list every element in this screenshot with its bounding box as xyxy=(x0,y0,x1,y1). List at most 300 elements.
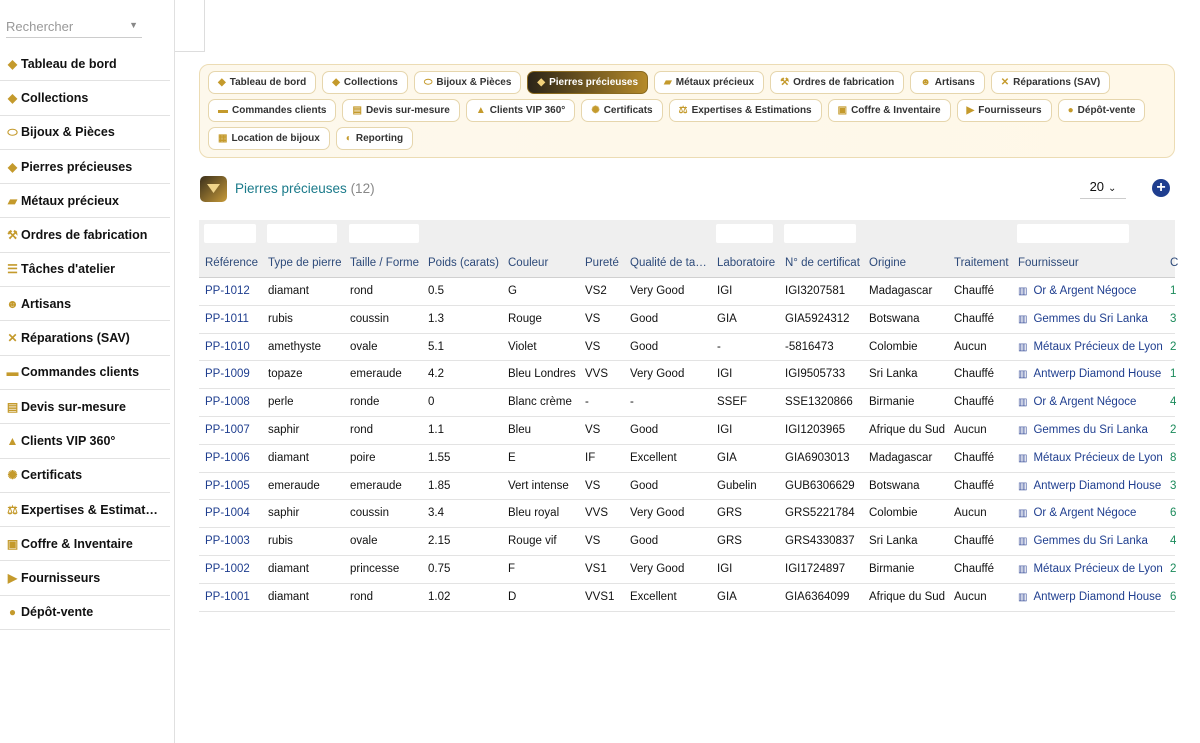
certificate-icon: ✺ xyxy=(7,468,18,483)
supplier-link[interactable] xyxy=(1018,591,1172,603)
table-cell: diamant xyxy=(268,451,309,464)
ring-icon: ⬭ xyxy=(423,77,433,88)
sidebar-item[interactable] xyxy=(0,493,170,527)
table-cell: Bleu Londres xyxy=(508,368,576,381)
table-cell: GUB6306629 xyxy=(785,479,855,492)
sidebar-item-label: Expertises & Estimat… xyxy=(21,502,158,517)
column-header[interactable]: Référence xyxy=(205,257,259,269)
table-row[interactable] xyxy=(199,278,1175,306)
table-body xyxy=(199,278,1175,612)
table-cell: 3 xyxy=(1170,479,1177,492)
tab[interactable] xyxy=(208,71,316,94)
table-row[interactable] xyxy=(199,445,1175,473)
reference-link[interactable]: PP-1009 xyxy=(205,368,250,381)
table-cell: ovale xyxy=(350,340,378,353)
table-row[interactable] xyxy=(199,361,1175,389)
supplier-link[interactable] xyxy=(1018,452,1172,464)
sidebar-item-label: Ordres de fabrication xyxy=(21,228,148,243)
sidebar-item-label: Tâches d'atelier xyxy=(21,262,115,277)
user-icon: ▲ xyxy=(475,105,486,116)
column-filter-input[interactable] xyxy=(1017,224,1129,243)
supplier-name: Antwerp Diamond House xyxy=(1033,479,1162,492)
tab-label: Collections xyxy=(343,77,398,88)
table-cell: Rouge xyxy=(508,312,542,325)
table-cell: IGI xyxy=(717,562,733,575)
table-cell: rubis xyxy=(268,312,293,325)
table-cell: diamant xyxy=(268,562,309,575)
table-cell: Vert intense xyxy=(508,479,569,492)
table-row[interactable] xyxy=(199,389,1175,417)
record-count: (12) xyxy=(350,181,375,196)
column-header[interactable]: Qualité de ta… xyxy=(630,257,707,269)
tab-row xyxy=(208,99,1166,122)
tab-label: Fournisseurs xyxy=(978,105,1042,116)
sidebar-item-label: Devis sur-mesure xyxy=(21,399,126,414)
tab[interactable] xyxy=(770,71,904,94)
sidebar-item-label: Tableau de bord xyxy=(21,56,117,71)
search-placeholder: Rechercher xyxy=(6,19,74,34)
add-button[interactable]: + xyxy=(1152,179,1170,197)
table-cell: Aucun xyxy=(954,507,987,520)
tab[interactable] xyxy=(581,99,662,122)
table-cell: Chauffé xyxy=(954,562,995,575)
column-header[interactable]: Fournisseur xyxy=(1018,257,1079,269)
table-cell: 4.2 xyxy=(428,368,444,381)
table-cell: 1.85 xyxy=(428,479,451,492)
table-cell: diamant xyxy=(268,285,309,297)
tab-label: Tableau de bord xyxy=(229,77,307,88)
table-cell: GIA xyxy=(717,590,737,603)
tab-label: Ordres de fabrication xyxy=(793,77,895,88)
table-cell: Birmanie xyxy=(869,562,915,575)
sidebar-item[interactable] xyxy=(0,356,170,390)
tab[interactable] xyxy=(910,71,985,94)
table-cell: Very Good xyxy=(630,285,685,297)
sidebar-item[interactable] xyxy=(0,287,170,321)
building-icon: ▥ xyxy=(1018,286,1028,297)
list-icon: ☰ xyxy=(7,262,18,277)
sidebar-item-label: Pierres précieuses xyxy=(21,159,133,174)
table-cell: - xyxy=(585,396,589,409)
table-cell: rond xyxy=(350,590,374,603)
tab[interactable] xyxy=(991,71,1110,94)
column-filter-input[interactable] xyxy=(784,224,856,243)
table-cell: -5816473 xyxy=(785,340,834,353)
table-cell: Chauffé xyxy=(954,479,995,492)
table-cell: Afrique du Sud xyxy=(869,590,946,603)
table-cell: D xyxy=(508,590,517,603)
sidebar-item-label: Collections xyxy=(21,90,89,105)
sidebar-item-label: Coffre & Inventaire xyxy=(21,536,133,551)
table-cell: - xyxy=(717,340,721,353)
table-cell: 6 xyxy=(1170,507,1177,520)
building-icon: ▥ xyxy=(1018,591,1028,603)
calendar-icon: ▦ xyxy=(218,133,228,144)
sidebar-item[interactable] xyxy=(0,116,170,150)
table-cell: VS xyxy=(585,479,601,492)
tab-label: Certificats xyxy=(603,105,653,116)
tab[interactable] xyxy=(322,71,408,94)
sidebar-item[interactable] xyxy=(0,561,170,595)
reference-link[interactable]: PP-1003 xyxy=(205,535,250,548)
table-cell: IGI1724897 xyxy=(785,562,846,575)
sidebar-item[interactable] xyxy=(0,596,170,630)
building-icon: ▥ xyxy=(1018,536,1028,548)
tab[interactable] xyxy=(654,71,764,94)
sidebar-item[interactable] xyxy=(0,81,170,115)
table-cell: VVS xyxy=(585,507,609,520)
building-icon: ▥ xyxy=(1018,452,1028,464)
table-cell: IGI1203965 xyxy=(785,423,846,436)
supplier-link[interactable] xyxy=(1018,480,1172,492)
table-cell: Good xyxy=(630,479,659,492)
tab-label: Devis sur-mesure xyxy=(365,105,450,116)
table-cell: 1.55 xyxy=(428,451,451,464)
page-size-value: 20 xyxy=(1089,179,1105,194)
table-row[interactable] xyxy=(199,500,1175,528)
sidebar-item[interactable] xyxy=(0,424,170,458)
table-cell: Birmanie xyxy=(869,396,915,409)
tab[interactable] xyxy=(414,71,522,94)
sidebar-item-label: Dépôt-vente xyxy=(21,605,94,620)
building-icon: ▥ xyxy=(1018,480,1028,492)
sidebar xyxy=(0,0,175,743)
sidebar-item[interactable] xyxy=(0,459,170,493)
tab-label: Réparations (SAV) xyxy=(1013,77,1101,88)
column-header[interactable]: Pureté xyxy=(585,257,619,269)
table-cell: IGI xyxy=(717,368,733,381)
table-cell: SSE1320866 xyxy=(785,396,853,409)
tab[interactable] xyxy=(336,127,413,150)
lock-icon: ▣ xyxy=(837,105,848,116)
gem-icon: ◆ xyxy=(218,77,226,88)
supplier-link[interactable] xyxy=(1018,424,1172,436)
table-cell: emeraude xyxy=(350,479,402,492)
scale-icon: ⚖ xyxy=(7,502,18,517)
page-title xyxy=(235,181,375,196)
table-cell: Very Good xyxy=(630,562,685,575)
table-cell: Botswana xyxy=(869,479,920,492)
building-icon: ▥ xyxy=(1018,313,1028,325)
table-cell: Sri Lanka xyxy=(869,368,918,381)
column-header[interactable]: C xyxy=(1170,257,1179,269)
table-cell: SSEF xyxy=(717,396,748,409)
table-cell: princesse xyxy=(350,562,400,575)
table-cell: saphir xyxy=(268,423,300,436)
tools-icon: ✕ xyxy=(1000,77,1010,88)
document-icon: ▤ xyxy=(352,105,362,116)
column-header[interactable]: N° de certificat xyxy=(785,257,860,269)
supplier-name: Métaux Précieux de Lyon xyxy=(1033,562,1163,575)
table-cell: 0.75 xyxy=(428,562,451,575)
users-icon: ☻ xyxy=(920,77,931,88)
table-cell: Aucun xyxy=(954,423,987,436)
supplier-link[interactable] xyxy=(1018,341,1172,353)
tab[interactable] xyxy=(342,99,459,122)
gem-icon: ◆ xyxy=(7,159,18,174)
supplier-name: Métaux Précieux de Lyon xyxy=(1033,451,1163,464)
table-cell: 3.4 xyxy=(428,507,444,520)
sidebar-item[interactable] xyxy=(0,150,170,184)
table-cell: 1.1 xyxy=(428,423,444,436)
table-cell: 2.15 xyxy=(428,535,451,548)
table-cell: Colombie xyxy=(869,340,918,353)
table-cell: Bleu royal xyxy=(508,507,560,520)
building-icon: ▥ xyxy=(1018,508,1028,520)
table-cell: GIA xyxy=(717,451,737,464)
tab-label: Bijoux & Pièces xyxy=(436,77,512,88)
reference-link[interactable]: PP-1006 xyxy=(205,451,250,464)
table-cell: VS2 xyxy=(585,285,607,297)
tab-label: Reporting xyxy=(355,133,404,144)
cart-icon: ▬ xyxy=(218,105,228,116)
sidebar-item-label: Fournisseurs xyxy=(21,571,101,586)
sidebar-item[interactable] xyxy=(0,253,170,287)
column-header[interactable]: Poids (carats) xyxy=(428,257,499,269)
gem-icon xyxy=(200,176,227,202)
table-cell: 1 xyxy=(1170,285,1177,297)
table-row[interactable] xyxy=(199,334,1175,362)
tab[interactable] xyxy=(208,99,336,122)
column-filter-input[interactable] xyxy=(204,224,256,243)
tab-row xyxy=(208,71,1166,94)
tab-label: Commandes clients xyxy=(232,105,327,116)
supplier-name: Antwerp Diamond House xyxy=(1033,590,1162,603)
ring-icon: ⬭ xyxy=(7,124,18,139)
supplier-link[interactable] xyxy=(1018,368,1172,380)
sidebar-item[interactable] xyxy=(0,321,170,355)
table-row[interactable] xyxy=(199,306,1175,334)
chart-icon: ◐ xyxy=(345,133,352,144)
table-row[interactable] xyxy=(199,417,1175,445)
table-cell: 0 xyxy=(428,396,435,409)
sidebar-item[interactable] xyxy=(0,390,170,424)
sidebar-item-label: Artisans xyxy=(21,296,72,311)
table-cell: perle xyxy=(268,396,294,409)
column-filter-input[interactable] xyxy=(267,224,337,243)
table-cell: VS xyxy=(585,423,601,436)
certificate-icon: ✺ xyxy=(591,105,600,116)
truck-icon: ▶ xyxy=(966,105,975,116)
table-cell: Sri Lanka xyxy=(869,535,918,548)
supplier-name: Gemmes du Sri Lanka xyxy=(1033,423,1148,436)
supplier-link[interactable] xyxy=(1018,507,1172,519)
table-cell: diamant xyxy=(268,590,309,603)
tab[interactable] xyxy=(957,99,1052,122)
table-cell: Chauffé xyxy=(954,285,995,297)
tab[interactable] xyxy=(828,99,951,122)
list-header xyxy=(200,175,1176,205)
data-table xyxy=(199,220,1179,615)
tab-label: Artisans xyxy=(934,77,975,88)
supplier-name: Or & Argent Négoce xyxy=(1033,396,1137,409)
column-filter-input[interactable] xyxy=(349,224,419,243)
column-header[interactable]: Type de pierre xyxy=(268,257,342,269)
table-cell: Violet xyxy=(508,340,537,353)
reference-link[interactable]: PP-1005 xyxy=(205,479,250,492)
table-cell: emeraude xyxy=(350,368,402,381)
table-row[interactable] xyxy=(199,556,1175,584)
table-cell: 2 xyxy=(1170,340,1177,353)
table-cell: Chauffé xyxy=(954,368,995,381)
users-icon: ☻ xyxy=(6,296,19,311)
supplier-name: Gemmes du Sri Lanka xyxy=(1033,312,1148,325)
building-icon: ▥ xyxy=(1018,397,1028,409)
table-cell: Bleu xyxy=(508,423,532,436)
tab[interactable] xyxy=(208,127,330,150)
document-icon: ▤ xyxy=(6,399,19,414)
table-row[interactable] xyxy=(199,473,1175,501)
tab[interactable] xyxy=(669,99,822,122)
table-cell: VVS1 xyxy=(585,590,615,603)
table-cell: saphir xyxy=(268,507,300,520)
column-filter-input[interactable] xyxy=(716,224,773,243)
table-cell: F xyxy=(508,562,516,575)
table-cell: 8 xyxy=(1170,451,1177,464)
tab-label: Clients VIP 360° xyxy=(489,105,566,116)
top-panel xyxy=(175,0,205,52)
table-cell: 2 xyxy=(1170,562,1177,575)
ingot-icon: ▰ xyxy=(7,193,18,208)
reference-link[interactable]: PP-1011 xyxy=(205,312,249,325)
module-tabs xyxy=(199,64,1175,158)
supplier-link[interactable] xyxy=(1018,313,1172,325)
table-cell: GRS5221784 xyxy=(785,507,855,520)
page-title-text: Pierres précieuses xyxy=(235,181,347,196)
table-cell: VS1 xyxy=(585,562,607,575)
reference-link[interactable]: PP-1001 xyxy=(205,590,250,603)
filter-row xyxy=(199,220,1175,250)
table-cell: Rouge vif xyxy=(508,535,557,548)
reference-link[interactable]: PP-1010 xyxy=(205,340,250,353)
table-row[interactable] xyxy=(199,528,1175,556)
table-cell: Excellent xyxy=(630,590,677,603)
handshake-icon: ● xyxy=(1067,105,1074,116)
sidebar-item-label: Certificats xyxy=(21,468,83,483)
table-cell: GRS xyxy=(717,507,742,520)
table-cell: GRS4330837 xyxy=(785,535,855,548)
building-icon: ▥ xyxy=(1018,341,1028,353)
table-cell: rond xyxy=(350,285,374,297)
ingot-icon: ▰ xyxy=(664,77,672,88)
supplier-name: Or & Argent Négoce xyxy=(1033,507,1137,520)
supplier-link[interactable] xyxy=(1018,285,1172,297)
column-header[interactable]: Couleur xyxy=(508,257,549,269)
search-input[interactable] xyxy=(6,14,142,38)
tab[interactable] xyxy=(1058,99,1146,122)
tab-label: Location de bijoux xyxy=(231,133,320,144)
column-header[interactable]: Taille / Forme xyxy=(350,257,420,269)
supplier-link[interactable] xyxy=(1018,535,1172,547)
sidebar-item-label: Métaux précieux xyxy=(21,193,119,208)
reference-link[interactable]: PP-1004 xyxy=(205,507,250,520)
table-cell: VVS xyxy=(585,368,609,381)
sidebar-item[interactable] xyxy=(0,218,170,252)
table-cell: - xyxy=(630,396,634,409)
table-cell: ronde xyxy=(350,396,380,409)
table-cell: 1 xyxy=(1170,368,1177,381)
table-cell: GIA6903013 xyxy=(785,451,850,464)
column-header[interactable]: Origine xyxy=(869,257,907,269)
sidebar-item[interactable] xyxy=(0,47,170,81)
table-cell: IGI xyxy=(717,423,733,436)
table-cell: IGI xyxy=(717,285,733,297)
tab-label: Coffre & Inventaire xyxy=(851,105,941,116)
reference-link[interactable]: PP-1007 xyxy=(205,423,250,436)
table-cell: Colombie xyxy=(869,507,918,520)
tab-label: Métaux précieux xyxy=(675,77,755,88)
sidebar-item-label: Clients VIP 360° xyxy=(21,433,116,448)
sidebar-item[interactable] xyxy=(0,184,170,218)
column-header[interactable]: Traitement xyxy=(954,257,1009,269)
table-cell: 1.3 xyxy=(428,312,444,325)
table-cell: amethyste xyxy=(268,340,322,353)
table-cell: VS xyxy=(585,340,601,353)
table-cell: GRS xyxy=(717,535,742,548)
table-cell: 1.02 xyxy=(428,590,451,603)
table-cell: 4 xyxy=(1170,396,1177,409)
table-cell: Chauffé xyxy=(954,535,995,548)
tab-label: Dépôt-vente xyxy=(1077,105,1136,116)
column-header[interactable]: Laboratoire xyxy=(717,257,776,269)
table-cell: ovale xyxy=(350,535,378,548)
chevron-down-icon[interactable]: ▼ xyxy=(129,20,138,30)
supplier-name: Antwerp Diamond House xyxy=(1033,368,1162,381)
gem-icon: ◆ xyxy=(7,90,18,105)
sidebar-item-label: Bijoux & Pièces xyxy=(21,125,115,140)
tab[interactable] xyxy=(527,71,648,94)
table-cell: GIA xyxy=(717,312,737,325)
table-cell: E xyxy=(508,451,516,464)
table-row[interactable] xyxy=(199,584,1175,612)
truck-icon: ▶ xyxy=(7,571,18,586)
reference-link[interactable]: PP-1002 xyxy=(205,562,250,575)
user-icon: ▲ xyxy=(6,433,19,448)
supplier-link[interactable] xyxy=(1018,396,1172,408)
sidebar-item[interactable] xyxy=(0,527,170,561)
table-cell: 5.1 xyxy=(428,340,444,353)
table-cell: Very Good xyxy=(630,507,685,520)
table-cell: coussin xyxy=(350,312,389,325)
table-cell: G xyxy=(508,285,517,297)
gem-icon: ◆ xyxy=(537,77,546,88)
table-cell: Botswana xyxy=(869,312,920,325)
tab[interactable] xyxy=(466,99,575,122)
table-cell: Gubelin xyxy=(717,479,757,492)
table-cell: rubis xyxy=(268,535,293,548)
supplier-link[interactable] xyxy=(1018,563,1172,575)
page-size-select[interactable] xyxy=(1080,176,1126,199)
table-cell: Good xyxy=(630,423,659,436)
table-cell: IF xyxy=(585,451,596,464)
table-cell: coussin xyxy=(350,507,389,520)
tab-row xyxy=(208,127,1166,150)
tab-label: Expertises & Estimations xyxy=(691,105,812,116)
table-cell: 6 xyxy=(1170,590,1177,603)
table-cell: Blanc crème xyxy=(508,396,572,409)
table-cell: Aucun xyxy=(954,340,987,353)
reference-link[interactable]: PP-1008 xyxy=(205,396,250,409)
table-cell: GIA6364099 xyxy=(785,590,850,603)
table-cell: VS xyxy=(585,535,601,548)
table-cell: VS xyxy=(585,312,601,325)
sidebar-item-label: Commandes clients xyxy=(21,365,140,380)
table-cell: Very Good xyxy=(630,368,685,381)
scale-icon: ⚖ xyxy=(678,105,688,116)
table-cell: rond xyxy=(350,423,374,436)
reference-link[interactable]: PP-1012 xyxy=(205,285,250,297)
hammer-icon: ⚒ xyxy=(7,228,18,243)
